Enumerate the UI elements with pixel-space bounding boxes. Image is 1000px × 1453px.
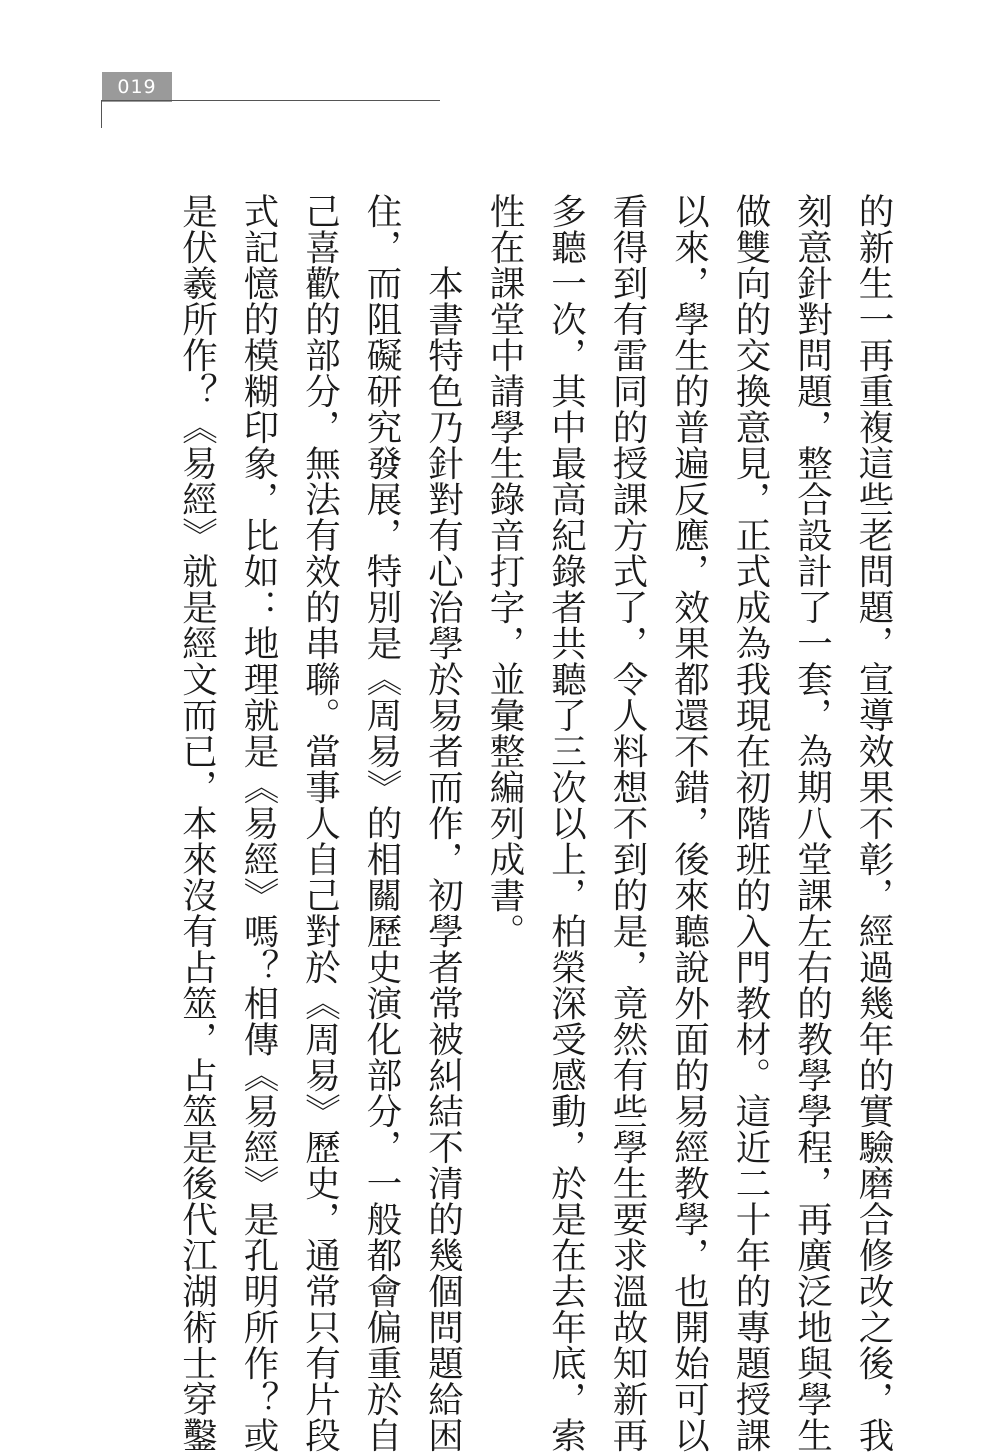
text-column: 己喜歡的部分，無法有效的串聯。當事人自己對於《周易》歷史，通常只有片段 <box>299 193 341 1453</box>
header-rule-tick <box>101 100 102 128</box>
text-column: 以來，學生的普遍反應，效果都還不錯，後來聽說外面的易經教學，也開始可以 <box>668 193 710 1453</box>
page-number: 019 <box>117 76 157 98</box>
header-rule <box>102 100 440 101</box>
text-column: 多聽一次，其中最高紀錄者共聽了三次以上，柏榮深受感動，於是在去年底，索 <box>545 193 587 1453</box>
text-column: 看得到有雷同的授課方式了，令人料想不到的是，竟然有些學生要求溫故知新再 <box>607 193 648 1453</box>
text-column: 的新生一再重複這些老問題，宣導效果不彰，經過幾年的實驗磨合修改之後，我 <box>853 193 894 1453</box>
text-column-paragraph-start: 本書特色乃針對有心治學於易者而作，初學者常被糾結不清的幾個問題給困 <box>422 265 464 1453</box>
text-column: 式記憶的模糊印象，比如：地理就是《易經》嗎？相傳《易經》是孔明所作？或 <box>238 193 279 1453</box>
text-column: 是伏羲所作？《易經》就是經文而已，本來沒有占筮，占筮是後代江湖術士穿鑿 <box>176 193 218 1453</box>
text-column: 性在課堂中請學生錄音打字，並彙整編列成書。 <box>484 193 525 949</box>
text-column: 刻意針對問題，整合設計了一套，為期八堂課左右的教學學程，再廣泛地與學生 <box>791 193 833 1453</box>
page-number-box <box>102 72 172 102</box>
body-text <box>166 193 904 1453</box>
text-column: 做雙向的交換意見，正式成為我現在初階班的入門教材。這近二十年的專題授課 <box>730 193 771 1453</box>
text-column: 住，而阻礙研究發展，特別是《周易》的相關歷史演化部分，一般都會偏重於自 <box>361 193 402 1453</box>
